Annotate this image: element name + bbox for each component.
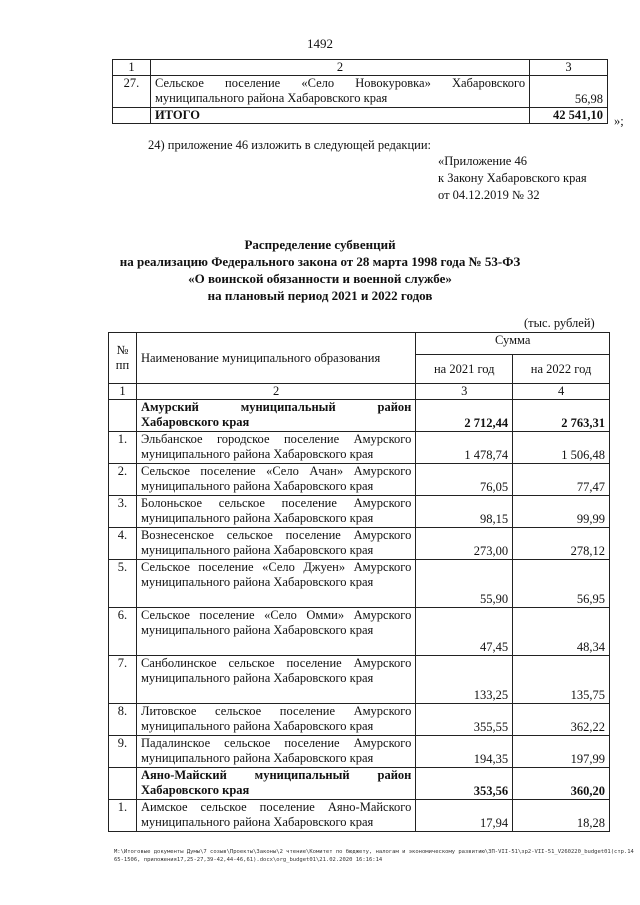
row-value: 56,98 bbox=[530, 76, 608, 108]
closing-quote: »; bbox=[614, 114, 624, 128]
total-label: ИТОГО bbox=[150, 108, 529, 124]
index-cell: 1 bbox=[109, 384, 137, 400]
row-name: Эльбанское городское поселение Амурского муниципального района Хабаровского края bbox=[136, 432, 415, 464]
row-number bbox=[113, 108, 151, 124]
title-line-1: Распределение субвенций bbox=[244, 237, 396, 252]
index-cell: 2 bbox=[136, 384, 415, 400]
row-value-2022: 77,47 bbox=[513, 464, 610, 496]
row-name: Аимское сельское поселение Аяно-Майского муниципального района Хабаровского края bbox=[136, 800, 415, 832]
row-number: 2. bbox=[109, 464, 137, 496]
annex-line-1: «Приложение 46 bbox=[438, 154, 527, 168]
table-row bbox=[109, 608, 610, 656]
row-name: Вознесенское сельское поселение Амурского муниципального района Хабаровского края bbox=[136, 528, 415, 560]
title-line-2: на реализацию Федерального закона от 28 марта 1998 года № 53-ФЗ bbox=[119, 254, 521, 269]
row-value-2022: 197,99 bbox=[513, 736, 610, 768]
row-number: 3. bbox=[109, 496, 137, 528]
title-line-3: «О воинской обязанности и военной службе» bbox=[188, 271, 452, 286]
row-name: Сельское поселение «Село Новокуровка» Хабаровского муниципального района Хабаровского края bbox=[150, 76, 529, 108]
row-value-2022: 278,12 bbox=[513, 528, 610, 560]
row-number: 7. bbox=[109, 656, 137, 704]
table-row bbox=[109, 464, 610, 496]
row-name: Сельское поселение «Село Джуен» Амурского муниципального района Хабаровского края bbox=[136, 560, 415, 608]
row-name: Амурский муниципальный район Хабаровского края bbox=[136, 400, 415, 432]
table-row bbox=[109, 656, 610, 704]
row-value-2022: 2 763,31 bbox=[513, 400, 610, 432]
row-value-2021: 2 712,44 bbox=[416, 400, 513, 432]
table-row bbox=[109, 704, 610, 736]
row-name: Аяно-Майский муниципальный район Хабаровского края bbox=[136, 768, 415, 800]
table-row bbox=[113, 76, 608, 108]
row-number: 8. bbox=[109, 704, 137, 736]
row-name: Болоньское сельское поселение Амурского муниципального района Хабаровского края bbox=[136, 496, 415, 528]
row-value-2021: 133,25 bbox=[416, 656, 513, 704]
subvention-table bbox=[108, 332, 610, 832]
table-header-row bbox=[109, 333, 610, 355]
row-value-2022: 1 506,48 bbox=[513, 432, 610, 464]
continued-table-index-row bbox=[113, 60, 608, 76]
row-number: 27. bbox=[113, 76, 151, 108]
row-value-2022: 362,22 bbox=[513, 704, 610, 736]
table-row bbox=[109, 496, 610, 528]
total-value: 42 541,10 bbox=[530, 108, 608, 124]
page-number: 1492 bbox=[307, 36, 333, 51]
row-value-2021: 1 478,74 bbox=[416, 432, 513, 464]
row-number: 4. bbox=[109, 528, 137, 560]
row-number bbox=[109, 768, 137, 800]
annex-line-2: к Закону Хабаровского края bbox=[438, 171, 587, 185]
table-row bbox=[109, 560, 610, 608]
index-cell: 3 bbox=[416, 384, 513, 400]
table-index-row bbox=[109, 384, 610, 400]
row-number: 1. bbox=[109, 800, 137, 832]
row-number: 6. bbox=[109, 608, 137, 656]
row-value-2022: 56,95 bbox=[513, 560, 610, 608]
row-value-2022: 48,34 bbox=[513, 608, 610, 656]
col-name-header: Наименование муниципального образования bbox=[136, 333, 415, 384]
row-value-2021: 76,05 bbox=[416, 464, 513, 496]
total-row bbox=[113, 108, 608, 124]
row-name: Падалинское сельское поселение Амурского муниципального района Хабаровского края bbox=[136, 736, 415, 768]
row-name: Сельское поселение «Село Омми» Амурского муниципального района Хабаровского края bbox=[136, 608, 415, 656]
row-number: 1. bbox=[109, 432, 137, 464]
index-cell: 4 bbox=[513, 384, 610, 400]
col-number-header: № пп bbox=[109, 333, 137, 384]
row-value-2021: 47,45 bbox=[416, 608, 513, 656]
col-2021-header: на 2021 год bbox=[416, 355, 513, 384]
file-path-footer: M:\Итоговые документы Думы\7 созыв\Проекты\Законы\2 чтение\Комитет по бюджету, налогам и экономическому развитию\ЗП-VII-51\зр2-VII-51_V260220_budget01(стр.1465-1506, приложения17,25-27,39-42,44-46,61).docx\org_budget01\21.02.2020 16:16:14 bbox=[114, 849, 634, 863]
row-number: 5. bbox=[109, 560, 137, 608]
title-line-4: на плановый период 2021 и 2022 годов bbox=[207, 288, 433, 303]
row-value-2022: 135,75 bbox=[513, 656, 610, 704]
row-name: Санболинское сельское поселение Амурского муниципального района Хабаровского края bbox=[136, 656, 415, 704]
row-name: Сельское поселение «Село Ачан» Амурского муниципального района Хабаровского края bbox=[136, 464, 415, 496]
row-value-2021: 98,15 bbox=[416, 496, 513, 528]
table-row bbox=[109, 736, 610, 768]
annex-line-3: от 04.12.2019 № 32 bbox=[438, 188, 540, 202]
index-cell: 1 bbox=[113, 60, 151, 76]
row-value-2022: 360,20 bbox=[513, 768, 610, 800]
district-row bbox=[109, 768, 610, 800]
table-row bbox=[109, 432, 610, 464]
index-cell: 2 bbox=[150, 60, 529, 76]
row-value-2021: 55,90 bbox=[416, 560, 513, 608]
col-2022-header: на 2022 год bbox=[513, 355, 610, 384]
col-sum-header: Сумма bbox=[416, 333, 610, 355]
amendment-item: 24) приложение 46 изложить в следующей редакции: bbox=[148, 138, 431, 152]
row-name: Литовское сельское поселение Амурского муниципального района Хабаровского края bbox=[136, 704, 415, 736]
row-value-2021: 353,56 bbox=[416, 768, 513, 800]
row-number bbox=[109, 400, 137, 432]
table-row bbox=[109, 800, 610, 832]
row-value-2021: 273,00 bbox=[416, 528, 513, 560]
row-value-2021: 17,94 bbox=[416, 800, 513, 832]
index-cell: 3 bbox=[530, 60, 608, 76]
table-row bbox=[109, 528, 610, 560]
row-value-2022: 99,99 bbox=[513, 496, 610, 528]
row-number: 9. bbox=[109, 736, 137, 768]
continued-table bbox=[112, 59, 608, 124]
row-value-2021: 194,35 bbox=[416, 736, 513, 768]
units-note: (тыс. рублей) bbox=[524, 316, 595, 330]
district-row bbox=[109, 400, 610, 432]
row-value-2021: 355,55 bbox=[416, 704, 513, 736]
row-value-2022: 18,28 bbox=[513, 800, 610, 832]
